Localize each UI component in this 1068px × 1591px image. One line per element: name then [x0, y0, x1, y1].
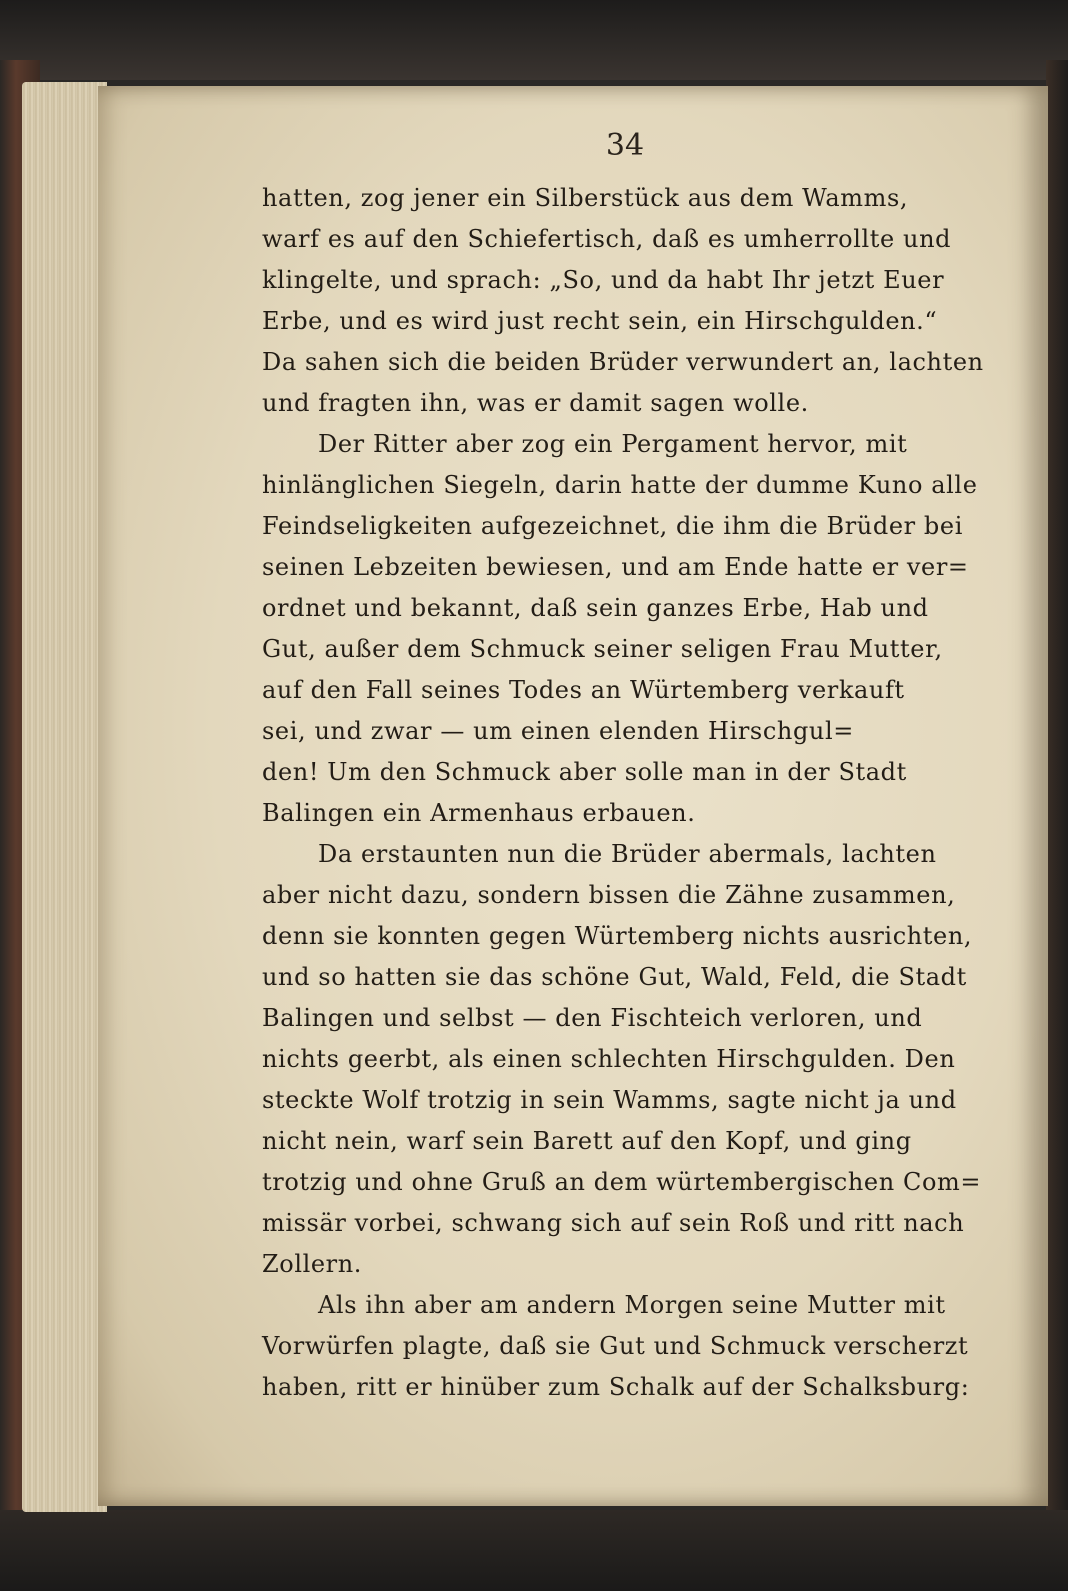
text-line: warf es auf den Schiefertisch, daß es umherrollte und	[262, 225, 952, 253]
text-line: missär vorbei, schwang sich auf sein Roß und ritt nach	[262, 1209, 965, 1237]
text-line: und so hatten sie das schöne Gut, Wald, Feld, die Stadt	[262, 963, 967, 991]
page-number: 34	[605, 128, 645, 163]
text-line: steckte Wolf trotzig in sein Wamms, sagte nicht ja und	[262, 1086, 957, 1114]
text-line: ordnet und bekannt, daß sein ganzes Erbe, Hab und	[262, 594, 929, 622]
text-line: hinlänglichen Siegeln, darin hatte der dumme Kuno alle	[262, 471, 978, 499]
text-line: den! Um den Schmuck aber solle man in der Stadt	[262, 758, 907, 786]
text-line: Balingen ein Armenhaus erbauen.	[262, 799, 696, 827]
text-line: Erbe, und es wird just recht sein, ein Hirschgulden.“	[262, 307, 938, 335]
text-line: nichts geerbt, als einen schlechten Hirschgulden. Den	[262, 1045, 956, 1073]
text-line: seinen Lebzeiten bewiesen, und am Ende hatte er ver=	[262, 553, 969, 581]
text-line: klingelte, und sprach: „So, und da habt Ihr jetzt Euer	[262, 266, 945, 294]
text-line: aber nicht dazu, sondern bissen die Zähne zusammen,	[262, 881, 956, 909]
book-cover-bottom	[0, 1510, 1068, 1591]
page-edges	[22, 82, 107, 1512]
text-line: nicht nein, warf sein Barett auf den Kopf, und ging	[262, 1127, 912, 1155]
text-line: denn sie konnten gegen Würtemberg nichts ausrichten,	[262, 922, 973, 950]
text-line: und fragten ihn, was er damit sagen wolle.	[262, 389, 809, 417]
text-line: hatten, zog jener ein Silberstück aus dem Wamms,	[262, 184, 909, 212]
text-line: Als ihn aber am andern Morgen seine Mutter mit	[318, 1291, 946, 1319]
text-line: Der Ritter aber zog ein Pergament hervor, mit	[318, 430, 908, 458]
body-text	[262, 178, 1002, 1408]
text-line: auf den Fall seines Todes an Würtemberg verkauft	[262, 676, 905, 704]
text-line: Balingen und selbst — den Fischteich verloren, und	[262, 1004, 923, 1032]
text-line: trotzig und ohne Gruß an dem würtembergischen Com=	[262, 1168, 982, 1196]
text-line: sei, und zwar — um einen elenden Hirschgul=	[262, 717, 854, 745]
text-line: Vorwürfen plagte, daß sie Gut und Schmuck verscherzt	[262, 1332, 969, 1360]
text-line: Da sahen sich die beiden Brüder verwundert an, lachten	[262, 348, 984, 376]
text-line: Zollern.	[262, 1250, 363, 1278]
book-cover-right	[1046, 60, 1068, 1530]
text-line: Feindseligkeiten aufgezeichnet, die ihm die Brüder bei	[262, 512, 963, 540]
book-cover-top	[0, 0, 1068, 80]
text-line: Da erstaunten nun die Brüder abermals, lachten	[318, 840, 937, 868]
text-line: haben, ritt er hinüber zum Schalk auf der Schalksburg:	[262, 1373, 970, 1401]
text-line: Gut, außer dem Schmuck seiner seligen Frau Mutter,	[262, 635, 943, 663]
